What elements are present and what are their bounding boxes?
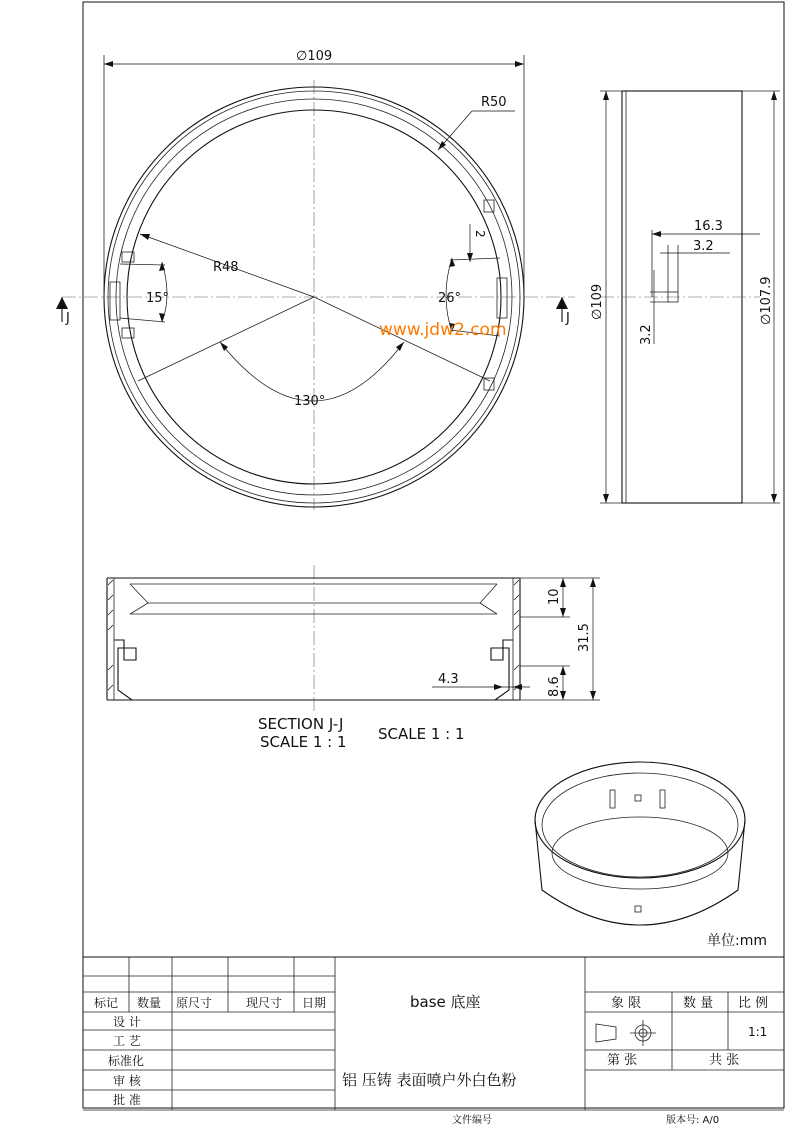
top-view xyxy=(56,49,575,510)
section-right-clip xyxy=(491,640,513,700)
tb-role-standard: 标准化 xyxy=(108,1054,145,1068)
section-scale-note: SCALE 1 : 1 xyxy=(378,725,465,743)
section-left-taper xyxy=(130,584,148,614)
footer-version: 版本号: A/0 xyxy=(666,1115,720,1126)
right-clip-slot xyxy=(497,278,507,318)
tb-col-projection: 象 限 xyxy=(611,996,642,1011)
dim16-label: 16.3 xyxy=(694,219,723,234)
side-view xyxy=(590,91,780,503)
tb-part-name: base 底座 xyxy=(410,993,481,1011)
dim86-arrow-top xyxy=(560,666,566,675)
iso-top-outer xyxy=(535,762,745,878)
projection-symbol-icon xyxy=(596,1020,656,1046)
dim2-label: 2 xyxy=(473,230,487,238)
tb-role-process: 工 艺 xyxy=(113,1034,141,1048)
side-dia109-label: ∅109 xyxy=(590,283,605,320)
dim315-arrow-bottom xyxy=(590,691,596,700)
right-slot-lower xyxy=(484,378,494,390)
angle130-arrow-right xyxy=(396,342,404,351)
drawing-frame xyxy=(83,2,784,1108)
section-view xyxy=(107,565,600,751)
angle15-label: 15° xyxy=(146,291,170,306)
dim315-arrow-top xyxy=(590,578,596,587)
dim10-arrow-bottom xyxy=(560,608,566,617)
iso-slot-2 xyxy=(635,906,641,912)
angle130-arc xyxy=(220,342,404,401)
right-slot-line-upper xyxy=(450,258,500,260)
tb-role-approve: 批 准 xyxy=(113,1093,141,1107)
angle15-arrow-top xyxy=(159,262,165,271)
section-left-clip xyxy=(114,640,136,700)
isometric-view xyxy=(535,762,745,925)
tb-role-review: 审 核 xyxy=(113,1074,141,1088)
projection-cone-icon xyxy=(596,1024,616,1042)
iso-clip-1 xyxy=(610,790,615,808)
tb-sheet-no: 第 张 xyxy=(607,1053,638,1068)
angle26-arrow-top xyxy=(449,258,455,267)
left-slot-line-lower xyxy=(120,318,165,322)
side-dia1079-arrow-top xyxy=(771,91,777,100)
side-dia109-arrow-top xyxy=(603,91,609,100)
dim16-arrow xyxy=(652,231,661,237)
dim43-arrow-left xyxy=(494,684,503,690)
section-right-taper xyxy=(480,584,497,614)
watermark-text: www.jdw2.com xyxy=(379,320,507,340)
dim10-label: 10 xyxy=(547,588,562,605)
iso-clip-2 xyxy=(660,790,665,808)
dia109-arrow-left xyxy=(104,61,113,67)
section-caption-line1: SECTION J-J xyxy=(258,715,344,733)
iso-top-inner xyxy=(542,773,738,877)
section-left-hatch xyxy=(108,580,113,690)
dia109-arrow-right xyxy=(515,61,524,67)
tb-ratio-value: 1:1 xyxy=(748,1025,768,1039)
dim86-label: 8.6 xyxy=(547,676,562,697)
side-dia1079-label: ∅107.9 xyxy=(759,276,774,325)
dim10-arrow-top xyxy=(560,578,566,587)
dia109-label: ∅109 xyxy=(296,49,333,64)
title-block xyxy=(83,957,784,1110)
tb-header-qty: 数量 xyxy=(137,996,162,1010)
tb-material: 铝 压铸 表面喷户外白色粉 xyxy=(342,1071,517,1089)
section-marker-right-label: J xyxy=(566,311,570,326)
left-slot-line-upper xyxy=(120,264,165,265)
side-dia109-arrow-bottom xyxy=(603,494,609,503)
angle130-label: 130° xyxy=(294,394,326,409)
tb-col-ratio: 比 例 xyxy=(738,996,769,1011)
tb-sheet-total: 共 张 xyxy=(709,1053,740,1068)
tb-header-date: 日期 xyxy=(302,996,327,1010)
dim32-side-label: 3.2 xyxy=(639,324,654,345)
iso-slot-1 xyxy=(635,795,641,801)
section-marker-left-label: J xyxy=(66,311,70,326)
left-slot-lower xyxy=(122,328,134,338)
right-slot-upper xyxy=(484,200,494,212)
r48-label: R48 xyxy=(213,260,239,275)
dim32-top-label: 3.2 xyxy=(693,239,714,254)
section-right-hatch xyxy=(514,580,519,690)
r48-arrow xyxy=(140,234,150,240)
dim315-label: 31.5 xyxy=(577,623,592,652)
tb-header-now: 现尺寸 xyxy=(246,996,283,1010)
dim2-arrow xyxy=(467,253,473,262)
tb-header-mark: 标记 xyxy=(94,996,119,1010)
units-label: 单位:mm xyxy=(707,933,767,949)
r50-label: R50 xyxy=(481,95,507,110)
r50-leader xyxy=(438,111,515,150)
angle15-arrow-bottom xyxy=(159,313,165,322)
section-caption-line2: SCALE 1 : 1 xyxy=(260,733,347,751)
side-dia1079-arrow-bottom xyxy=(771,494,777,503)
footer-file-number: 文件编号 xyxy=(452,1115,492,1126)
dim43-label: 4.3 xyxy=(438,672,459,687)
tb-role-design: 设 计 xyxy=(113,1015,141,1029)
angle130-arrow-left xyxy=(220,342,228,351)
tb-header-orig: 原尺寸 xyxy=(176,996,213,1010)
angle26-label: 26° xyxy=(438,291,462,306)
tb-col-quantity: 数 量 xyxy=(683,996,714,1011)
left-clip-slot xyxy=(110,282,120,320)
angle130-ext-left xyxy=(138,297,314,381)
